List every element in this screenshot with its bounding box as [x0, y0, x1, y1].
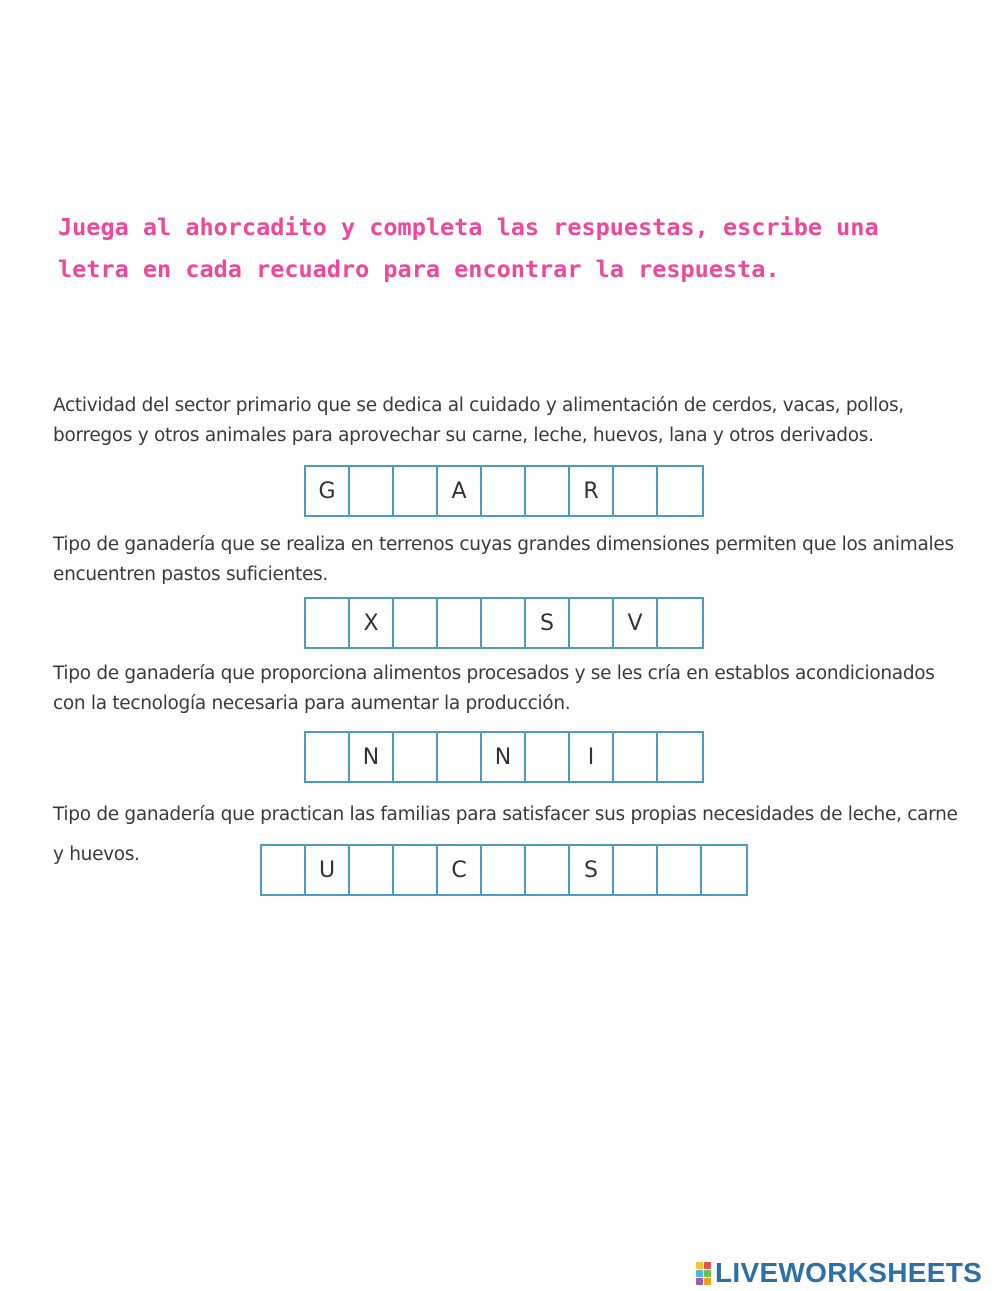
letter-box[interactable]: G	[306, 467, 350, 515]
brand-mark-square	[704, 1278, 711, 1285]
question-2-text: Tipo de ganadería que se realiza en terrenos cuyas grandes dimensiones permiten que los animales encuentren pastos suficientes.	[53, 534, 954, 585]
letter-box[interactable]: V	[614, 599, 658, 647]
letter-box[interactable]	[306, 733, 350, 781]
letter-box[interactable]: N	[350, 733, 394, 781]
letter-box[interactable]: S	[570, 846, 614, 894]
answer-grid-2	[304, 597, 704, 649]
letter-box[interactable]	[438, 733, 482, 781]
instruction-text: Juega al ahorcadito y completa las respuestas, escribe una letra en cada recuadro para encontrar la respuesta.	[58, 213, 879, 283]
letter-box[interactable]	[526, 467, 570, 515]
letter-box[interactable]	[702, 846, 746, 894]
letter-box[interactable]	[306, 599, 350, 647]
letter-box[interactable]: C	[438, 846, 482, 894]
answer-grid-4	[260, 844, 748, 896]
letter-box[interactable]	[350, 846, 394, 894]
brand-mark-square	[704, 1270, 711, 1277]
letter-box[interactable]: R	[570, 467, 614, 515]
letter-box[interactable]	[658, 467, 702, 515]
brand-mark-square	[696, 1270, 703, 1277]
letter-box[interactable]	[438, 599, 482, 647]
letter-box[interactable]	[614, 846, 658, 894]
letter-box[interactable]	[394, 599, 438, 647]
brand-mark-square	[696, 1262, 703, 1269]
question-1-text: Actividad del sector primario que se dedica al cuidado y alimentación de cerdos, vacas, pollos, borregos y otros animales para aprovechar su carne, leche, huevos, lana y otros derivados.	[53, 395, 904, 446]
letter-box[interactable]	[262, 846, 306, 894]
letter-box[interactable]	[658, 846, 702, 894]
question-4-text: Tipo de ganadería que practican las familias para satisfacer sus propias necesidades de leche, carne y huevos.	[53, 804, 958, 865]
letter-box[interactable]	[394, 846, 438, 894]
letter-box[interactable]	[350, 467, 394, 515]
letter-box[interactable]	[658, 733, 702, 781]
letter-box[interactable]: U	[306, 846, 350, 894]
answer-grid-3	[304, 731, 704, 783]
brand-mark-square	[696, 1278, 703, 1285]
letter-box[interactable]	[526, 846, 570, 894]
letter-box[interactable]: N	[482, 733, 526, 781]
question-3-text: Tipo de ganadería que proporciona alimentos procesados y se les cría en establos acondicionados con la tecnología necesaria para aumentar la producción.	[53, 663, 935, 714]
liveworksheets-logo	[696, 1257, 982, 1289]
letter-box[interactable]: S	[526, 599, 570, 647]
letter-box[interactable]	[482, 467, 526, 515]
letter-box[interactable]	[614, 733, 658, 781]
letter-box[interactable]: I	[570, 733, 614, 781]
brand-mark-square	[704, 1262, 711, 1269]
letter-box[interactable]	[482, 599, 526, 647]
letter-box[interactable]	[482, 846, 526, 894]
letter-box[interactable]	[570, 599, 614, 647]
letter-box[interactable]	[658, 599, 702, 647]
answer-grid-1	[304, 465, 704, 517]
letter-box[interactable]	[394, 733, 438, 781]
letter-box[interactable]: A	[438, 467, 482, 515]
letter-box[interactable]: X	[350, 599, 394, 647]
brand-mark-icon	[696, 1262, 711, 1285]
letter-box[interactable]	[394, 467, 438, 515]
letter-box[interactable]	[614, 467, 658, 515]
brand-text: LIVEWORKSHEETS	[715, 1257, 983, 1288]
letter-box[interactable]	[526, 733, 570, 781]
